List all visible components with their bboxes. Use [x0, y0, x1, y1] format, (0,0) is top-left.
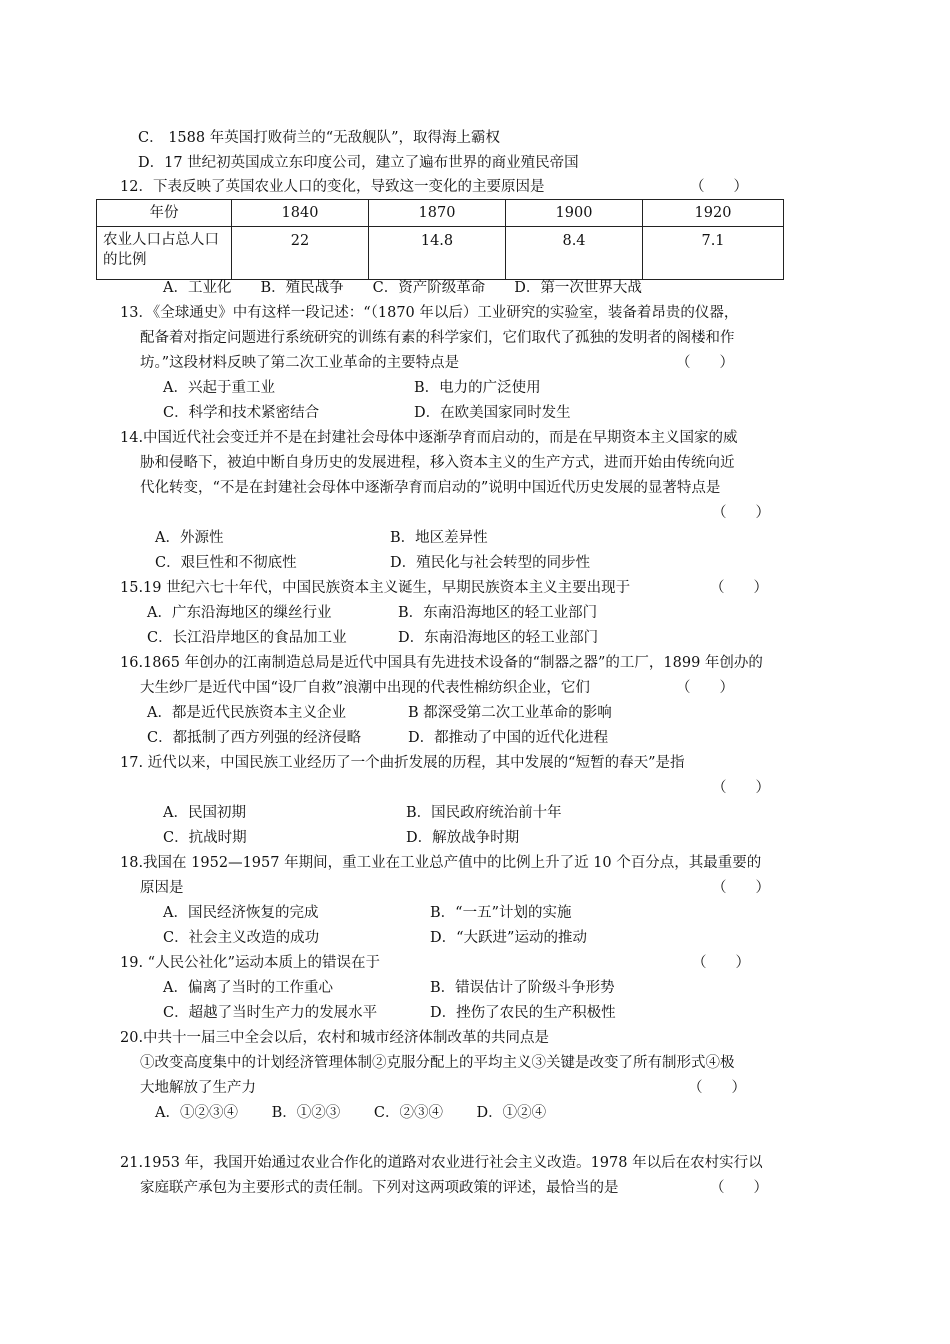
- q13-option-c: C．科学和技术紧密结合: [163, 405, 320, 421]
- q20-options: A．①②③④ B．①②③ C．②③④ D．①②④: [155, 1105, 547, 1121]
- q17-stem: 17. 近代以来，中国民族工业经历了一个曲折发展的历程，其中发展的“短暂的春天”是指: [120, 755, 685, 771]
- q21-line-1: 21.1953 年，我国开始通过农业合作化的道路对农业进行社会主义改造。1978 年以后在农村实行以: [120, 1155, 763, 1171]
- table-year-cell: 1870: [369, 200, 506, 227]
- q19-stem: 19. “人民公社化”运动本质上的错误在于: [120, 955, 380, 971]
- q15-option-d: D．东南沿海地区的轻工业部门: [398, 630, 599, 646]
- q14-answer-paren: （ ）: [712, 505, 770, 521]
- q16-line-1: 16.1865 年创办的江南制造总局是近代中国具有先进技术设备的“制器之器”的工厂，1899 年创办的: [120, 655, 763, 671]
- q19-option-b: B．错误估计了阶级斗争形势: [430, 980, 615, 996]
- q13-answer-paren: （ ）: [676, 355, 734, 371]
- q16-option-a: A．都是近代民族资本主义企业: [147, 705, 346, 721]
- q19-option-c: C．超越了当时生产力的发展水平: [163, 1005, 378, 1021]
- q16-line-2: 大生纱厂是近代中国“设厂自救”浪潮中出现的代表性棉纺织企业，它们: [140, 680, 590, 696]
- q12-options: A．工业化 B．殖民战争 C．资产阶级革命 D．第一次世界大战: [163, 280, 642, 296]
- q16-option-d: D．都推动了中国的近代化进程: [408, 730, 609, 746]
- q13-line-3: 坊。”这段材料反映了第二次工业革命的主要特点是: [140, 355, 460, 371]
- q15-answer-paren: （ ）: [710, 580, 768, 596]
- q18-option-b: B．“一五”计划的实施: [430, 905, 572, 921]
- q11-option-c: C． 1588 年英国打败荷兰的“无敌舰队”，取得海上霸权: [138, 130, 501, 146]
- q20-line-2: ①改变高度集中的计划经济管理体制②克服分配上的平均主义③关键是改变了所有制形式④极: [140, 1055, 735, 1071]
- q16-answer-paren: （ ）: [676, 680, 734, 696]
- q17-option-d: D．解放战争时期: [406, 830, 520, 846]
- q15-option-c: C．长江沿岸地区的食品加工业: [147, 630, 347, 646]
- q18-option-c: C．社会主义改造的成功: [163, 930, 320, 946]
- q17-option-a: A．民国初期: [163, 805, 246, 821]
- q14-line-3: 代化转变，“不是在封建社会母体中逐渐孕育而启动的”说明中国近代历史发展的显著特点是: [140, 480, 721, 496]
- table-year-cell: 1900: [506, 200, 643, 227]
- q19-option-d: D．挫伤了农民的生产积极性: [430, 1005, 616, 1021]
- q15-option-b: B．东南沿海地区的轻工业部门: [398, 605, 598, 621]
- q12-stem: 12．下表反映了英国农业人口的变化，导致这一变化的主要原因是: [120, 179, 545, 195]
- table-value-cell: 7.1: [643, 227, 784, 280]
- q18-line-1: 18.我国在 1952—1957 年期间，重工业在工业总产值中的比例上升了近 10 个百分点，其最重要的: [120, 855, 762, 871]
- q18-answer-paren: （ ）: [712, 880, 770, 896]
- q20-answer-paren: （ ）: [688, 1080, 746, 1096]
- q15-option-a: A．广东沿海地区的缫丝行业: [147, 605, 332, 621]
- q20-line-3: 大地解放了生产力: [140, 1080, 256, 1096]
- q18-option-a: A．国民经济恢复的完成: [163, 905, 319, 921]
- q14-option-c: C．艰巨性和不彻底性: [155, 555, 297, 571]
- q19-answer-paren: （ ）: [692, 955, 750, 971]
- q14-option-a: A．外源性: [155, 530, 224, 546]
- q18-option-d: D．“大跃进”运动的推动: [430, 930, 587, 946]
- q17-option-b: B．国民政府统治前十年: [406, 805, 562, 821]
- q12-answer-paren: （ ）: [690, 179, 748, 195]
- table-year-cell: 1840: [232, 200, 369, 227]
- agri-population-table: [96, 199, 784, 280]
- q14-line-2: 胁和侵略下，被迫中断自身历史的发展进程，移入资本主义的生产方式，进而开始由传统向近: [140, 455, 735, 471]
- q13-line-1: 13．《全球通史》中有这样一段记述：“（1870 年以后）工业研究的实验室，装备着昂贵的仪器，: [120, 305, 739, 321]
- q14-line-1: 14.中国近代社会变迁并不是在封建社会母体中逐渐孕育而启动的，而是在早期资本主义国家的威: [120, 430, 738, 446]
- table-value-cell: 8.4: [506, 227, 643, 280]
- table-row-label: 农业人口占总人口的比例: [97, 227, 232, 280]
- table-row-years: [97, 200, 784, 227]
- table-value-cell: 22: [232, 227, 369, 280]
- q16-option-c: C．都抵制了西方列强的经济侵略: [147, 730, 362, 746]
- q13-option-b: B．电力的广泛使用: [414, 380, 541, 396]
- q13-line-2: 配备着对指定问题进行系统研究的训练有素的科学家们，它们取代了孤独的发明者的阁楼和作: [140, 330, 735, 346]
- q21-line-2: 家庭联产承包为主要形式的责任制。下列对这两项政策的评述，最恰当的是: [140, 1180, 619, 1196]
- q20-stem: 20.中共十一届三中全会以后，农村和城市经济体制改革的共同点是: [120, 1030, 550, 1046]
- q13-option-d: D．在欧美国家同时发生: [414, 405, 571, 421]
- q17-answer-paren: （ ）: [712, 780, 770, 796]
- q14-option-b: B．地区差异性: [390, 530, 488, 546]
- q13-option-a: A．兴起于重工业: [163, 380, 275, 396]
- q19-option-a: A．偏离了当时的工作重心: [163, 980, 333, 996]
- q21-answer-paren: （ ）: [710, 1180, 768, 1196]
- q17-option-c: C．抗战时期: [163, 830, 247, 846]
- table-row-values: [97, 227, 784, 280]
- table-value-cell: 14.8: [369, 227, 506, 280]
- table-year-cell: 1920: [643, 200, 784, 227]
- q16-option-b: B 都深受第二次工业革命的影响: [408, 705, 612, 721]
- q11-option-d: D．17 世纪初英国成立东印度公司，建立了遍布世界的商业殖民帝国: [138, 155, 579, 171]
- table-header-label: 年份: [97, 200, 232, 227]
- q18-line-2: 原因是: [140, 880, 184, 896]
- q14-option-d: D．殖民化与社会转型的同步性: [390, 555, 591, 571]
- q15-stem: 15.19 世纪六七十年代，中国民族资本主义诞生，早期民族资本主义主要出现于: [120, 580, 631, 596]
